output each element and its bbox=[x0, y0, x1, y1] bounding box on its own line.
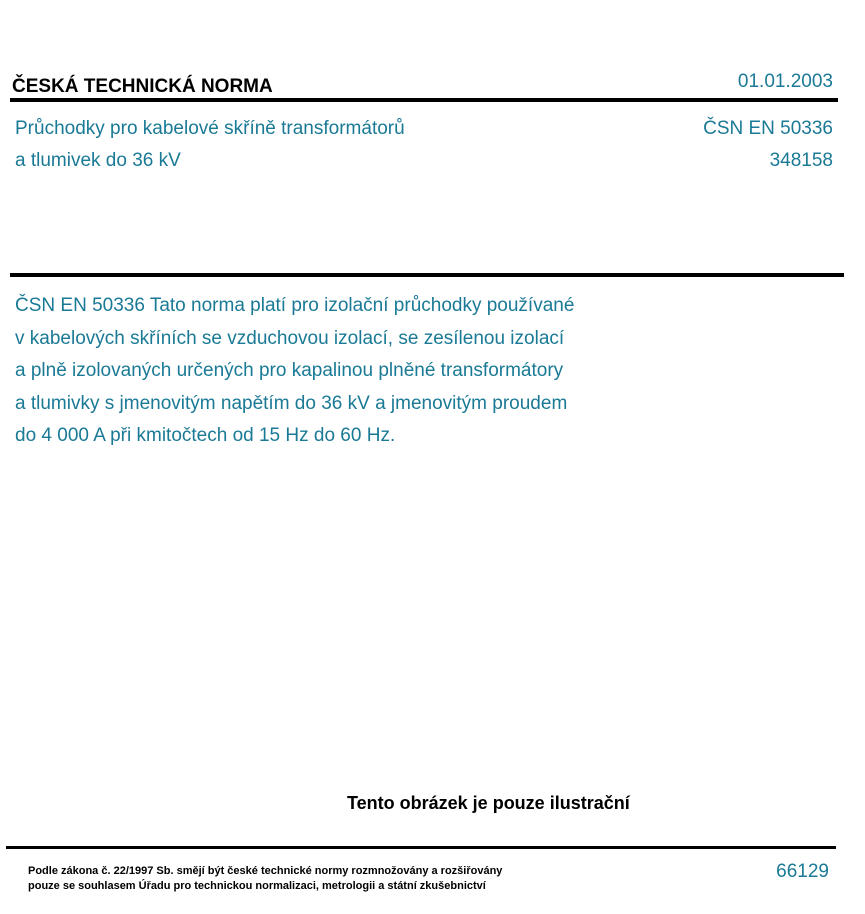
legal-line: pouze se souhlasem Úřadu pro technickou normalizaci, metrologii a státní zkušebnictví bbox=[28, 880, 486, 892]
header-divider bbox=[10, 98, 838, 102]
abstract-line: a tlumivky s jmenovitým napětím do 36 kV a jmenovitým proudem bbox=[15, 392, 568, 414]
standard-title-line-1: Průchodky pro kabelové skříně transformátorů bbox=[15, 118, 405, 139]
publication-date: 01.01.2003 bbox=[737, 71, 833, 92]
catalog-number: 66129 bbox=[776, 861, 829, 882]
footer-divider bbox=[6, 846, 836, 849]
abstract-line: do 4 000 A při kmitočtech od 15 Hz do 60 Hz. bbox=[15, 425, 396, 446]
document-type-title: ČESKÁ TECHNICKÁ NORMA bbox=[12, 76, 273, 97]
abstract-line: v kabelových skříních se vzduchovou izolací, se zesílenou izolací bbox=[15, 327, 565, 349]
abstract-line: ČSN EN 50336 Tato norma platí pro izolační průchodky používané bbox=[15, 295, 575, 316]
abstract-text bbox=[15, 290, 665, 453]
abstract-line: a plně izolovaných určených pro kapalinou plněné transformátory bbox=[15, 360, 564, 381]
standard-code: ČSN EN 50336 bbox=[703, 118, 833, 139]
legal-notice bbox=[28, 864, 502, 894]
section-divider bbox=[10, 273, 844, 277]
standard-title-line-2: a tlumivek do 36 kV bbox=[15, 150, 181, 171]
classification-number: 348158 bbox=[769, 150, 833, 171]
legal-line: Podle zákona č. 22/1997 Sb. smějí být české technické normy rozmnožovány a rozšiřovány bbox=[28, 865, 503, 877]
illustration-notice: Tento obrázek je pouze ilustrační bbox=[347, 793, 630, 813]
